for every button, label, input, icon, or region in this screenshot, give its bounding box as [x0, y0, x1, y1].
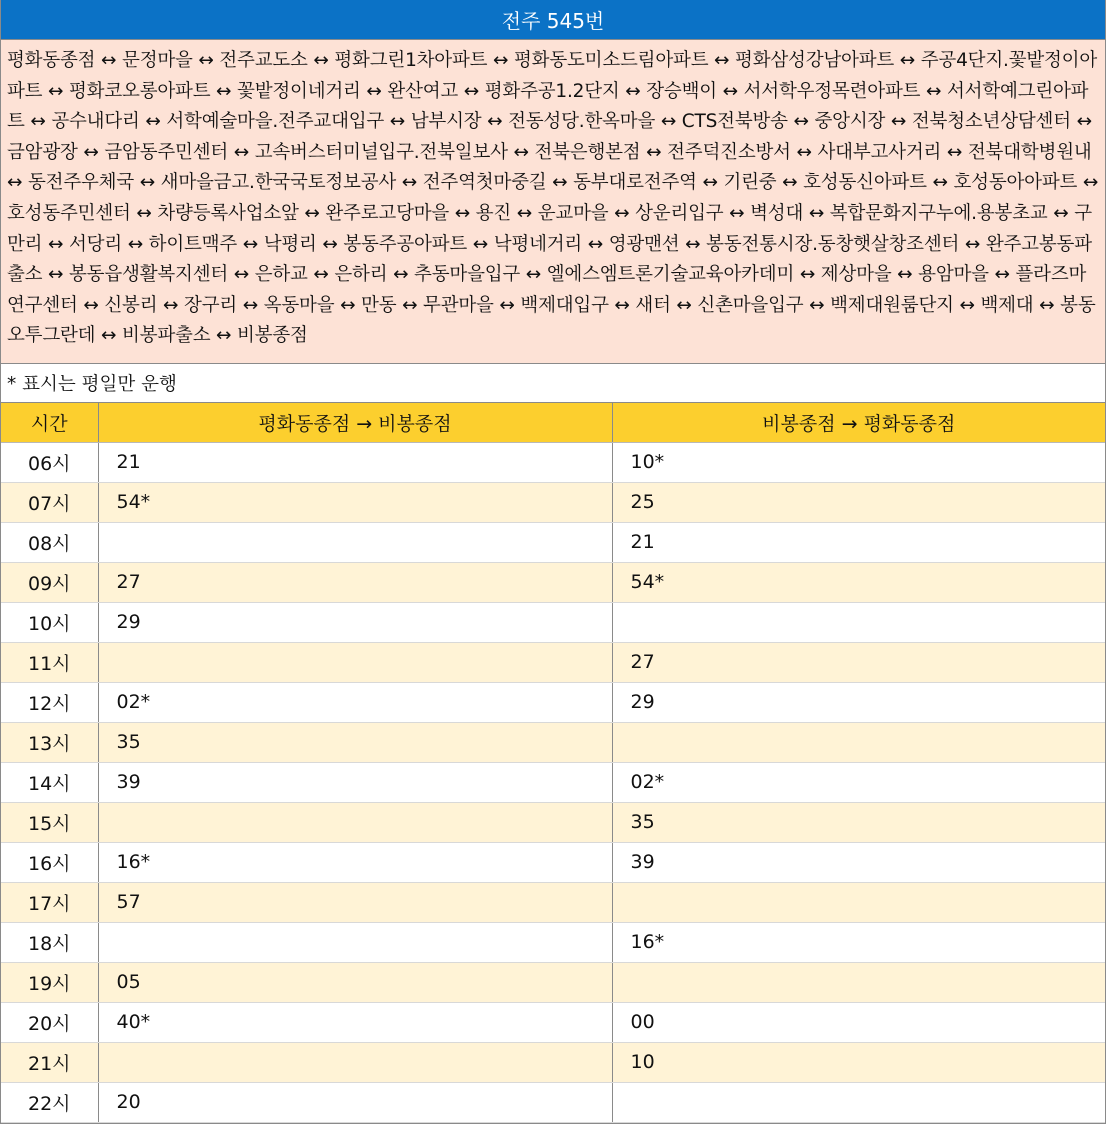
inbound-minute-cell: 54*	[612, 562, 1105, 602]
table-row	[1, 882, 1105, 922]
hour-cell: 10시	[1, 602, 98, 642]
inbound-minute-cell	[612, 1082, 1105, 1122]
inbound-minute-cell: 10	[612, 1042, 1105, 1082]
inbound-minute-cell: 16*	[612, 922, 1105, 962]
inbound-minute-cell: 02*	[612, 762, 1105, 802]
table-row	[1, 442, 1105, 482]
table-row	[1, 642, 1105, 682]
inbound-minute-cell: 10*	[612, 442, 1105, 482]
header-hour: 시간	[1, 403, 98, 442]
table-row	[1, 522, 1105, 562]
outbound-minute-cell	[98, 642, 612, 682]
hour-cell: 11시	[1, 642, 98, 682]
outbound-minute-cell: 29	[98, 602, 612, 642]
table-row	[1, 722, 1105, 762]
table-row	[1, 802, 1105, 842]
table-row	[1, 1082, 1105, 1122]
outbound-minute-cell: 21	[98, 442, 612, 482]
inbound-minute-cell: 25	[612, 482, 1105, 522]
inbound-minute-cell	[612, 882, 1105, 922]
outbound-minute-cell: 16*	[98, 842, 612, 882]
hour-cell: 07시	[1, 482, 98, 522]
route-description: 평화동종점 ↔ 문정마을 ↔ 전주교도소 ↔ 평화그린1차아파트 ↔ 평화동도미소드림아파트 ↔ 평화삼성강남아파트 ↔ 주공4단지.꽃밭정이아파트 ↔ 평화코오롱아파트 ↔ 꽃밭정이네거리 ↔ 완산여고 ↔ 평화주공1.2단지 ↔ 장승백이 ↔ 서서학우정목련아파트 ↔ 서서학예그린아파트 ↔ 공수내다리 ↔ 서학예술마을.전주교대입구 ↔ 남부시장 ↔ 전동성당.한옥마을 ↔ CTS전북방송 ↔ 중앙시장 ↔ 전북청소년상담센터 ↔ 금암광장 ↔ 금암동주민센터 ↔ 고속버스터미널입구.전북일보사 ↔ 전북은행본점 ↔ 전주덕진소방서 ↔ 사대부고사거리 ↔ 전북대학병원내 ↔ 동전주우체국 ↔ 새마을금고.한국국토정보공사 ↔ 전주역첫마중길 ↔ 동부대로전주역 ↔ 기린중 ↔ 호성동신아파트 ↔ 호성동아아파트 ↔ 호성동주민센터 ↔ 차량등록사업소앞 ↔ 완주로고당마을 ↔ 용진 ↔ 운교마을 ↔ 상운리입구 ↔ 벽성대 ↔ 복합문화지구누에.용봉초교 ↔ 구만리 ↔ 서당리 ↔ 하이트맥주 ↔ 낙평리 ↔ 봉동주공아파트 ↔ 낙평네거리 ↔ 영광맨션 ↔ 봉동전통시장.동창햇살창조센터 ↔ 완주고봉동파출소 ↔ 봉동읍생활복지센터 ↔ 은하교 ↔ 은하리 ↔ 추동마을입구 ↔ 엘에스엠트론기술교육아카데미 ↔ 제상마을 ↔ 용암마을 ↔ 플라즈마연구센터 ↔ 신봉리 ↔ 장구리 ↔ 옥동마을 ↔ 만동 ↔ 무관마을 ↔ 백제대입구 ↔ 새터 ↔ 신촌마을입구 ↔ 백제대원룸단지 ↔ 백제대 ↔ 봉동오투그란데 ↔ 비봉파출소 ↔ 비봉종점	[1, 40, 1105, 364]
header-row	[1, 403, 1105, 442]
outbound-minute-cell: 40*	[98, 1002, 612, 1042]
outbound-minute-cell: 39	[98, 762, 612, 802]
outbound-minute-cell: 02*	[98, 682, 612, 722]
outbound-minute-cell	[98, 802, 612, 842]
inbound-minute-cell: 00	[612, 1002, 1105, 1042]
hour-cell: 17시	[1, 882, 98, 922]
table-row	[1, 682, 1105, 722]
hour-cell: 08시	[1, 522, 98, 562]
inbound-minute-cell: 27	[612, 642, 1105, 682]
hour-cell: 19시	[1, 962, 98, 1002]
inbound-minute-cell	[612, 962, 1105, 1002]
table-row	[1, 602, 1105, 642]
hour-cell: 09시	[1, 562, 98, 602]
outbound-minute-cell: 57	[98, 882, 612, 922]
table-row	[1, 482, 1105, 522]
table-row	[1, 842, 1105, 882]
hour-cell: 16시	[1, 842, 98, 882]
table-row	[1, 1042, 1105, 1082]
hour-cell: 12시	[1, 682, 98, 722]
page-title: 전주 545번	[1, 0, 1105, 40]
outbound-minute-cell	[98, 522, 612, 562]
inbound-minute-cell: 21	[612, 522, 1105, 562]
hour-cell: 18시	[1, 922, 98, 962]
weekday-note: * 표시는 평일만 운행	[1, 364, 1105, 403]
outbound-minute-cell: 20	[98, 1082, 612, 1122]
hour-cell: 15시	[1, 802, 98, 842]
header-inbound: 비봉종점 → 평화동종점	[612, 403, 1105, 442]
table-row	[1, 962, 1105, 1002]
outbound-minute-cell	[98, 922, 612, 962]
table-row	[1, 1002, 1105, 1042]
outbound-minute-cell: 35	[98, 722, 612, 762]
hour-cell: 20시	[1, 1002, 98, 1042]
table-row	[1, 762, 1105, 802]
inbound-minute-cell	[612, 602, 1105, 642]
inbound-minute-cell: 39	[612, 842, 1105, 882]
table-row	[1, 922, 1105, 962]
hour-cell: 06시	[1, 442, 98, 482]
header-outbound: 평화동종점 → 비봉종점	[98, 403, 612, 442]
outbound-minute-cell: 05	[98, 962, 612, 1002]
hour-cell: 22시	[1, 1082, 98, 1122]
table-row	[1, 562, 1105, 602]
inbound-minute-cell: 35	[612, 802, 1105, 842]
hour-cell: 13시	[1, 722, 98, 762]
inbound-minute-cell: 29	[612, 682, 1105, 722]
inbound-minute-cell	[612, 722, 1105, 762]
outbound-minute-cell: 27	[98, 562, 612, 602]
hour-cell: 14시	[1, 762, 98, 802]
hour-cell: 21시	[1, 1042, 98, 1082]
timetable	[1, 403, 1105, 1123]
outbound-minute-cell: 54*	[98, 482, 612, 522]
timetable-body	[1, 442, 1105, 1122]
outbound-minute-cell	[98, 1042, 612, 1082]
